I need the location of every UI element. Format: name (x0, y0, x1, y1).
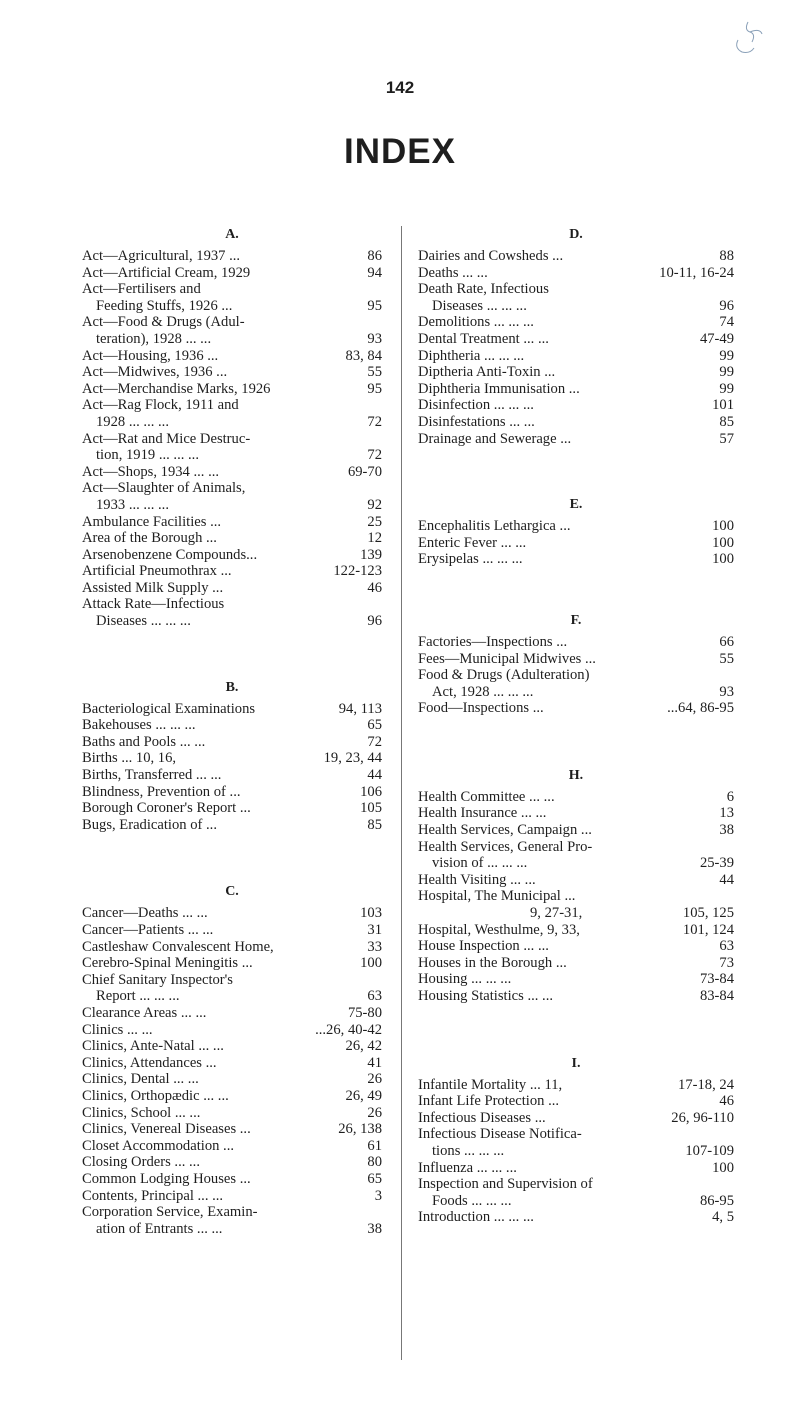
entry-text: Act—Food & Drugs (Adul- (82, 314, 245, 331)
index-entry (418, 1093, 734, 1110)
index-entry (82, 480, 382, 513)
entry-text: Inspection and Supervision of (418, 1176, 593, 1193)
index-entry (82, 1088, 382, 1105)
entry-text: Diphtheria ... ... ... (418, 347, 525, 364)
entry-text: Housing Statistics ... ... (418, 988, 553, 1004)
entry-text: Encephalitis Lethargica ... (418, 518, 571, 535)
entry-text: Dental Treatment ... ... (418, 330, 549, 347)
entry-text: Food & Drugs (Adulteration) (418, 667, 590, 684)
entry-pages: 99 (719, 364, 734, 381)
section-letter: F. (570, 612, 582, 628)
entry-text: Births, Transferred ... ... (82, 767, 222, 784)
index-entry (82, 955, 382, 972)
index-entry (82, 1154, 382, 1171)
entry-text: Cancer—Deaths ... ... (82, 905, 208, 922)
index-entry (418, 364, 734, 381)
entry-pages: 66 (719, 633, 734, 650)
entry-pages: 46 (367, 579, 382, 596)
index-entry (418, 1209, 734, 1226)
entry-text: Health Insurance ... ... (418, 805, 547, 822)
entry-text: Act—Agricultural, 1937 ... (82, 248, 241, 264)
index-entry (82, 750, 382, 767)
entry-text: Act—Shops, 1934 ... ... (82, 463, 220, 480)
index-entry (82, 397, 382, 430)
entry-list (418, 1077, 734, 1226)
entry-text: Hospital, The Municipal ... (418, 888, 576, 905)
index-entry (82, 1005, 382, 1022)
entry-pages: 33 (367, 938, 382, 955)
entry-pages: 103 (360, 905, 382, 922)
entry-text: Ambulance Facilities ... (82, 513, 222, 530)
entry-text: Food—Inspections ... (418, 700, 544, 717)
section-letter: B. (225, 679, 239, 695)
index-entry (82, 281, 382, 314)
entry-text: tion, 1919 ... ... ... (96, 447, 199, 464)
index-entry (82, 464, 382, 481)
entry-text: Borough Coroner's Report ... (82, 800, 251, 817)
entry-text: Assisted Milk Supply ... (82, 579, 224, 596)
index-entry (82, 1204, 382, 1237)
index-entry (82, 364, 382, 381)
entry-pages: 122-123 (333, 563, 382, 580)
entry-pages: 63 (367, 988, 382, 1005)
entry-text: Diphtheria Immunisation ... (418, 380, 580, 397)
index-entry (418, 1160, 734, 1177)
entry-list (82, 905, 382, 1237)
entry-text: Hospital, Westhulme, 9, 33, (418, 921, 580, 938)
entry-text: Enteric Fever ... ... (418, 534, 527, 551)
entry-pages: 85 (719, 413, 734, 430)
index-entry (82, 563, 382, 580)
index-entry (82, 784, 382, 801)
index-entry (82, 817, 382, 834)
section-b (82, 675, 382, 834)
entry-text: Castleshaw Convalescent Home, (82, 938, 274, 955)
entry-pages: 73-84 (699, 971, 734, 988)
entry-list (418, 789, 734, 1005)
entry-text: Erysipelas ... ... ... (418, 551, 523, 568)
entry-text: Demolitions ... ... ... (418, 314, 534, 331)
section-e (418, 492, 734, 568)
index-entry (82, 431, 382, 464)
index-entry (418, 839, 734, 872)
entry-text: Clearance Areas ... ... (82, 1004, 207, 1021)
entry-pages: 94, 113 (338, 700, 382, 717)
entry-pages: 10-11, 16-24 (659, 264, 734, 281)
index-entry (82, 734, 382, 751)
index-entry (82, 348, 382, 365)
index-entry (418, 822, 734, 839)
index-entry (82, 596, 382, 629)
entry-text: Clinics, School ... ... (82, 1104, 201, 1121)
index-entry (418, 331, 734, 348)
entry-pages: 96 (719, 297, 734, 314)
section-f (418, 608, 734, 717)
index-entry (418, 922, 734, 939)
index-entry (418, 431, 734, 448)
entry-pages: 105, 125 (682, 905, 734, 922)
entry-text: Clinics, Attendances ... (82, 1054, 217, 1071)
index-entry (82, 701, 382, 718)
entry-pages: 55 (367, 364, 382, 381)
entry-pages: 25-39 (699, 855, 734, 872)
entry-text: Act—Artificial Cream, 1929 (82, 264, 251, 281)
entry-pages: 26, 42 (345, 1038, 382, 1055)
entry-text: Attack Rate—Infectious (82, 596, 225, 613)
entry-text: Act—Slaughter of Animals, (82, 480, 246, 497)
entry-text: Deaths ... ... (418, 264, 488, 281)
page-number: 142 (385, 78, 415, 97)
index-entry (418, 888, 734, 921)
index-entry (418, 700, 734, 717)
entry-pages: 100 (712, 1159, 734, 1176)
entry-text: Bacteriological Examinations (82, 700, 256, 717)
entry-text: Arsenobenzene Compounds... (82, 546, 258, 563)
entry-text: tions ... ... ... (432, 1142, 505, 1159)
entry-text: vision of ... ... ... (432, 855, 528, 872)
entry-pages: 99 (719, 380, 734, 397)
entry-pages: 46 (719, 1093, 734, 1110)
section-letter: D. (569, 227, 583, 242)
entry-pages: 65 (367, 717, 382, 734)
index-entry (82, 1071, 382, 1088)
index-entry (82, 1055, 382, 1072)
entry-text: Act—Merchandise Marks, 1926 (82, 380, 271, 397)
entry-text: Contents, Principal ... ... (82, 1187, 224, 1204)
entry-text: Fees—Municipal Midwives ... (418, 650, 596, 667)
entry-text: Cancer—Patients ... ... (82, 922, 214, 938)
index-entry (418, 988, 734, 1005)
index-entry (418, 872, 734, 889)
entry-pages: 26, 138 (338, 1121, 382, 1138)
entry-text: 1933 ... ... ... (96, 496, 169, 513)
index-entry (418, 414, 734, 431)
entry-text: Clinics, Dental ... ... (82, 1071, 199, 1088)
entry-text: Clinics, Venereal Diseases ... (82, 1121, 251, 1138)
entry-pages: 38 (719, 822, 734, 839)
entry-text: Baths and Pools ... ... (82, 733, 206, 750)
index-entry (418, 551, 734, 568)
entry-text: Act—Rat and Mice Destruc- (82, 430, 251, 447)
entry-text: Infantile Mortality ... 11, (418, 1076, 563, 1093)
entry-pages: 44 (367, 767, 382, 784)
entry-pages: 86-95 (699, 1192, 734, 1209)
entry-text: Act—Housing, 1936 ... (82, 347, 219, 364)
index-entry (418, 938, 734, 955)
section-letter: H. (568, 767, 584, 783)
entry-pages: 73 (719, 954, 734, 971)
index-title: INDEX (344, 132, 456, 171)
entry-text: Births ... 10, 16, (82, 750, 177, 767)
index-entry (82, 717, 382, 734)
index-entry (418, 1077, 734, 1094)
entry-pages: 107-109 (685, 1142, 734, 1159)
entry-pages: 72 (367, 447, 382, 464)
entry-pages: 101 (712, 397, 734, 414)
index-entry (82, 530, 382, 547)
entry-pages: 83-84 (699, 988, 734, 1004)
index-entry (82, 381, 382, 398)
entry-pages: 19, 23, 44 (323, 750, 382, 767)
entry-text: Health Visiting ... ... (418, 871, 536, 888)
section-letter: A. (225, 227, 239, 242)
index-entry (82, 972, 382, 1005)
entry-text: Influenza ... ... ... (418, 1159, 517, 1176)
entry-pages: 106 (360, 783, 382, 800)
entry-text: Closet Accommodation ... (82, 1137, 235, 1154)
index-entry (418, 518, 734, 535)
index-entry (418, 805, 734, 822)
entry-pages: 26, 96-110 (671, 1109, 734, 1126)
index-entry (418, 397, 734, 414)
index-entry (418, 634, 734, 651)
entry-text: Blindness, Prevention of ... (82, 783, 241, 800)
index-entry (418, 955, 734, 972)
index-column-right (418, 222, 734, 1226)
index-entry (418, 314, 734, 331)
entry-pages: 13 (719, 805, 734, 822)
entry-text: Factories—Inspections ... (418, 633, 568, 650)
entry-text: ation of Entrants ... ... (96, 1220, 223, 1237)
entry-text: Housing ... ... ... (418, 971, 512, 988)
entry-pages: 83, 84 (345, 347, 382, 364)
entry-pages: 72 (367, 413, 382, 430)
index-entry (82, 1022, 382, 1039)
entry-text: Artificial Pneumothrax ... (82, 563, 232, 580)
entry-text: Health Committee ... ... (418, 788, 555, 805)
index-entry (418, 1176, 734, 1209)
index-entry (418, 348, 734, 365)
entry-text: Act—Midwives, 1936 ... (82, 364, 228, 381)
entry-pages: 96 (367, 613, 382, 630)
entry-text: Diseases ... ... ... (96, 613, 191, 630)
index-entry (82, 767, 382, 784)
index-entry (82, 1171, 382, 1188)
entry-pages: 65 (367, 1170, 382, 1187)
entry-pages: 44 (719, 871, 734, 888)
entry-pages: 31 (367, 922, 382, 938)
section-letter: E. (569, 497, 583, 513)
entry-text: Health Services, Campaign ... (418, 822, 592, 839)
entry-text: House Inspection ... ... (418, 938, 549, 955)
entry-text: Diptheria Anti-Toxin ... (418, 364, 556, 381)
index-entry (418, 265, 734, 282)
index-entry (418, 1110, 734, 1127)
entry-pages: 80 (367, 1154, 382, 1171)
entry-pages: 86 (367, 248, 382, 264)
entry-text: Infant Life Protection ... (418, 1093, 560, 1110)
column-divider (401, 226, 402, 1360)
entry-text: Dairies and Cowsheds ... (418, 248, 564, 264)
entry-pages: 69-70 (347, 463, 382, 480)
section-h (418, 763, 734, 1005)
index-entry (418, 789, 734, 806)
entry-pages: 100 (712, 518, 734, 535)
entry-pages: 17-18, 24 (678, 1076, 734, 1093)
entry-text: Death Rate, Infectious (418, 281, 549, 298)
entry-pages: 6 (726, 788, 734, 805)
section-letter: C. (225, 884, 239, 900)
entry-text: Chief Sanitary Inspector's (82, 971, 233, 988)
section-a (82, 222, 382, 630)
index-entry (418, 381, 734, 398)
entry-text: Bugs, Eradication of ... (82, 816, 217, 833)
index-entry (82, 800, 382, 817)
entry-pages: 88 (719, 248, 734, 264)
entry-text: Clinics, Orthopædic ... ... (82, 1087, 229, 1104)
index-entry (82, 580, 382, 597)
entry-pages: 26 (367, 1071, 382, 1088)
index-entry (82, 265, 382, 282)
index-entry (418, 651, 734, 668)
entry-pages: 12 (367, 530, 382, 547)
entry-list (418, 518, 734, 568)
index-entry (418, 667, 734, 700)
entry-pages: 26, 49 (345, 1087, 382, 1104)
entry-list (418, 634, 734, 717)
index-entry (82, 922, 382, 939)
entry-text: Infectious Disease Notifica- (418, 1126, 582, 1143)
entry-text: Cerebro-Spinal Meningitis ... (82, 955, 253, 972)
entry-text: Diseases ... ... ... (432, 297, 527, 314)
entry-pages: ...26, 40-42 (315, 1021, 382, 1038)
entry-text: Act—Rag Flock, 1911 and (82, 397, 239, 414)
entry-pages: 139 (360, 546, 382, 563)
section-c (82, 879, 382, 1237)
entry-pages: 47-49 (699, 330, 734, 347)
entry-pages: 93 (367, 330, 382, 347)
entry-text: Bakehouses ... ... ... (82, 717, 196, 734)
entry-pages: 100 (712, 534, 734, 551)
entry-pages: 105 (360, 800, 382, 817)
entry-pages: 3 (374, 1187, 382, 1204)
entry-text: Common Lodging Houses ... (82, 1170, 251, 1187)
entry-text: Area of the Borough ... (82, 530, 217, 547)
entry-text: Houses in the Borough ... (418, 954, 567, 971)
index-entry (82, 547, 382, 564)
entry-pages: 99 (719, 347, 734, 364)
entry-pages: 100 (712, 551, 734, 568)
entry-pages: 63 (719, 938, 734, 955)
entry-text: 9, 27-31, (530, 905, 583, 922)
index-column-left (82, 222, 382, 1237)
entry-pages: 25 (367, 513, 382, 530)
entry-pages: 26 (367, 1104, 382, 1121)
entry-text: Closing Orders ... ... (82, 1154, 200, 1171)
index-entry (82, 1188, 382, 1205)
section-i (418, 1051, 734, 1226)
entry-text: Disinfestations ... ... (418, 413, 535, 430)
index-entry (82, 314, 382, 347)
scribble-mark-icon (730, 18, 764, 56)
entry-text: 1928 ... ... ... (96, 413, 169, 430)
index-entry (82, 905, 382, 922)
index-entry (418, 248, 734, 265)
entry-pages: 61 (367, 1137, 382, 1154)
entry-pages: 92 (367, 496, 382, 513)
entry-text: Corporation Service, Examin- (82, 1204, 258, 1221)
index-entry (418, 281, 734, 314)
entry-pages: 55 (719, 650, 734, 667)
index-entry (418, 535, 734, 552)
entry-text: Clinics, Ante-Natal ... ... (82, 1038, 224, 1055)
entry-text: Feeding Stuffs, 1926 ... (96, 297, 233, 314)
index-entry (418, 1126, 734, 1159)
entry-pages: 85 (367, 816, 382, 833)
section-d (418, 222, 734, 447)
entry-text: teration), 1928 ... ... (96, 330, 212, 347)
entry-pages: 74 (719, 314, 734, 331)
entry-pages: 100 (360, 955, 382, 972)
entry-text: Act, 1928 ... ... ... (432, 683, 534, 700)
entry-list (82, 701, 382, 834)
index-entry (82, 1121, 382, 1138)
index-entry (418, 971, 734, 988)
entry-pages: 38 (367, 1220, 382, 1237)
entry-text: Drainage and Sewerage ... (418, 430, 572, 447)
entry-text: Report ... ... ... (96, 988, 180, 1005)
index-entry (82, 1038, 382, 1055)
entry-text: Foods ... ... ... (432, 1192, 512, 1209)
entry-pages: 95 (367, 380, 382, 397)
entry-text: Infectious Diseases ... (418, 1109, 546, 1126)
index-entry (82, 1138, 382, 1155)
entry-pages: 4, 5 (712, 1209, 734, 1226)
index-entry (82, 1105, 382, 1122)
entry-pages: 101, 124 (682, 921, 734, 938)
entry-pages: 94 (367, 264, 382, 281)
entry-list (82, 248, 382, 630)
index-entry (82, 939, 382, 956)
entry-pages: ...64, 86-95 (667, 700, 734, 717)
entry-pages: 72 (367, 733, 382, 750)
index-entry (82, 514, 382, 531)
entry-text: Introduction ... ... ... (418, 1209, 534, 1226)
entry-pages: 75-80 (347, 1004, 382, 1021)
index-entry (82, 248, 382, 265)
entry-pages: 95 (367, 297, 382, 314)
entry-pages: 57 (719, 430, 734, 447)
entry-pages: 41 (367, 1054, 382, 1071)
entry-text: Disinfection ... ... ... (418, 397, 534, 414)
entry-text: Health Services, General Pro- (418, 838, 593, 855)
section-letter: I. (571, 1055, 581, 1071)
entry-list (418, 248, 734, 447)
entry-pages: 93 (719, 683, 734, 700)
entry-text: Clinics ... ... (82, 1021, 153, 1038)
entry-text: Act—Fertilisers and (82, 281, 201, 298)
